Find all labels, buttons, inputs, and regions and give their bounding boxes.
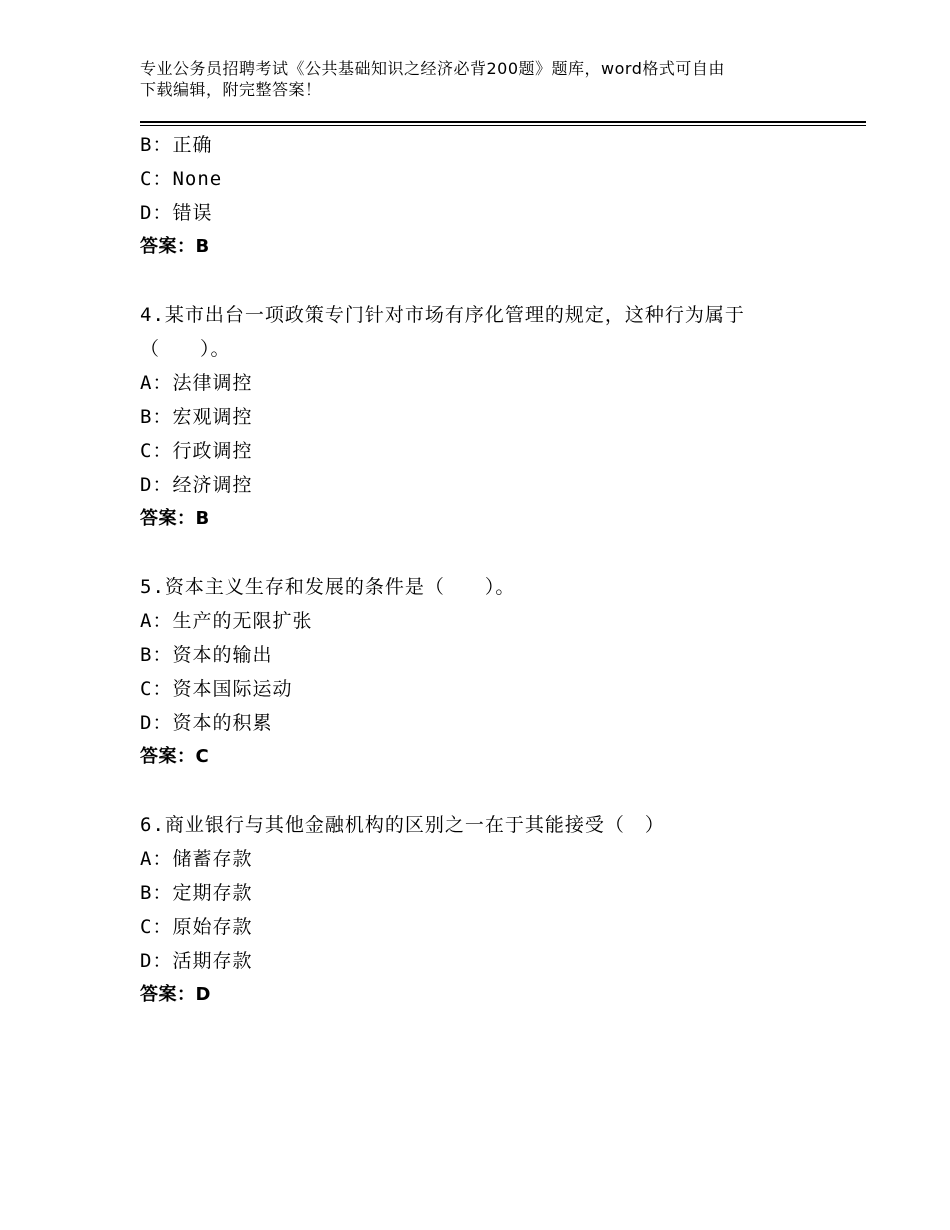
question-6 — [140, 808, 840, 1012]
option-c: C：资本国际运动 — [140, 678, 293, 700]
option-d: D：活期存款 — [140, 950, 253, 972]
question-stem-line-2: （ ）。 — [140, 338, 231, 360]
answer-line: 答案：B — [140, 236, 210, 257]
spacer — [140, 536, 840, 570]
option-d: D：资本的积累 — [140, 712, 273, 734]
option-b: B：定期存款 — [140, 882, 253, 904]
spacer — [140, 264, 840, 298]
option-a: A：法律调控 — [140, 372, 253, 394]
option-c: C：行政调控 — [140, 440, 253, 462]
document-body — [140, 128, 840, 1012]
option-d: D：错误 — [140, 202, 213, 224]
question-3-continued — [140, 128, 840, 264]
header-line-2: 下载编辑，附完整答案！ — [140, 80, 322, 99]
option-a: A：储蓄存款 — [140, 848, 253, 870]
option-c: C：原始存款 — [140, 916, 253, 938]
answer-line: 答案：D — [140, 984, 211, 1005]
option-d: D：经济调控 — [140, 474, 253, 496]
question-5 — [140, 570, 840, 774]
document-header — [140, 58, 820, 100]
option-b: B：正确 — [140, 134, 213, 156]
question-stem-line-1: 4.某市出台一项政策专门针对市场有序化管理的规定，这种行为属于 — [140, 304, 745, 326]
question-stem-line-1: 5.资本主义生存和发展的条件是（ ）。 — [140, 576, 516, 598]
answer-line: 答案：C — [140, 746, 210, 767]
header-line-1: 专业公务员招聘考试《公共基础知识之经济必背200题》题库，word格式可自由 — [140, 59, 725, 78]
header-rule-thin — [140, 125, 866, 126]
option-b: B：资本的输出 — [140, 644, 273, 666]
option-b: B：宏观调控 — [140, 406, 253, 428]
header-rule-thick — [140, 121, 866, 123]
option-c: C：None — [140, 168, 223, 190]
question-stem-line-1: 6.商业银行与其他金融机构的区别之一在于其能接受（ ） — [140, 814, 665, 836]
spacer — [140, 774, 840, 808]
option-a: A：生产的无限扩张 — [140, 610, 313, 632]
question-4 — [140, 298, 840, 536]
answer-line: 答案：B — [140, 508, 210, 529]
